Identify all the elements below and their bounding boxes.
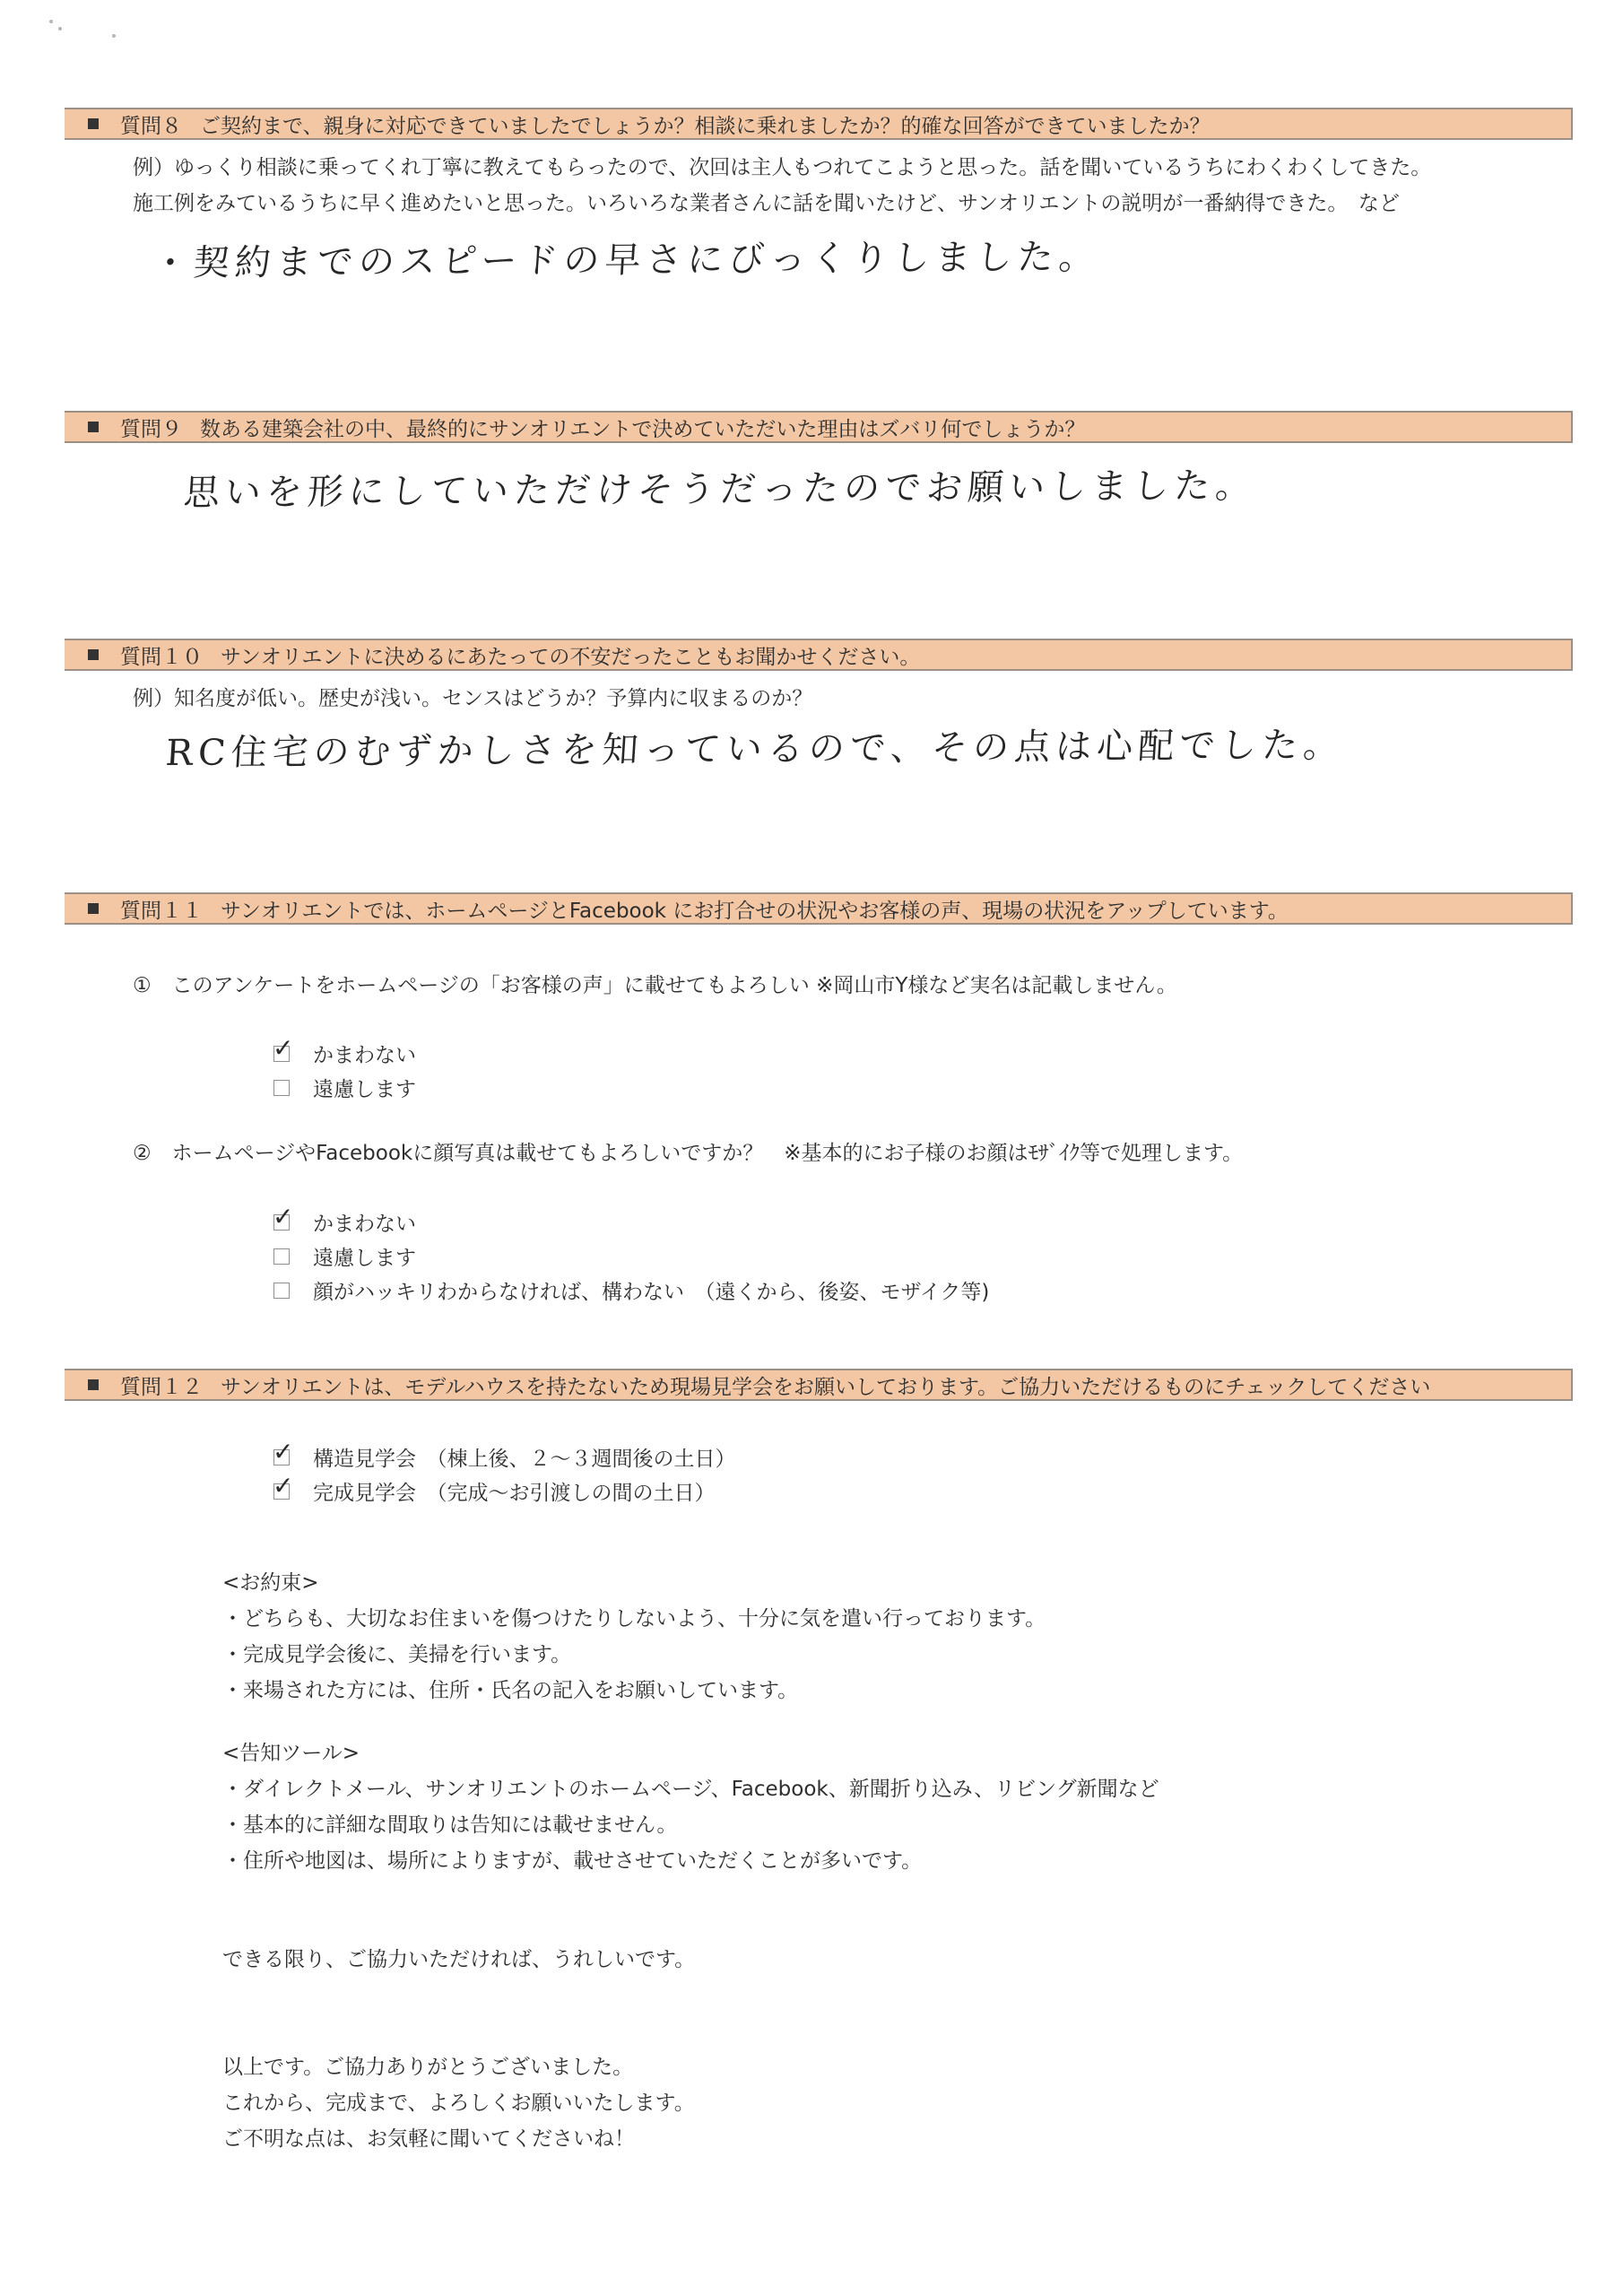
promise-item: ・どちらも、大切なお住まいを傷つけたりしないよう、十分に気を遣い行っております。 [222,1607,1046,1631]
question-11-header [65,892,1573,925]
checkbox[interactable] [273,1080,290,1096]
closing-line: これから、完成まで、よろしくお願いいたします。 [222,2092,695,2115]
question-number: 質問１２ [120,1375,203,1399]
scan-speck [49,20,53,23]
bullet-square-icon [88,1379,99,1390]
checkbox[interactable] [273,1201,294,1231]
q8-example-line-2: 施工例をみているうちに早く進めたいと思った。いろいろな業者さんに話を聞いたけど、サンオリエントの説明が一番納得できた。 など [133,192,1400,215]
option-label: 完成見学会 （完成～お引渡しの間の土日） [313,1482,716,1505]
question-text: サンオリエントでは、ホームページとFacebook にお打合せの状況やお客様の声、現場の状況をアップしています。 [221,899,1289,923]
question-text: ご契約まで、親身に対応できていましたでしょうか？相談に乗れましたか？的確な回答ができていましたか？ [200,114,1211,138]
question-9-header [65,411,1573,443]
checkmark-icon: ✓ [273,1201,294,1231]
checkbox[interactable] [273,1283,290,1299]
scan-speck [112,34,116,38]
q11-sub-question-2: ② ホームページやFacebookに顔写真は載せてもよろしいですか？ ※基本的にお子様のお顔はﾓｻﾞｲｸ等で処理します。 [133,1142,1244,1165]
checkmark-icon: ✓ [273,1032,294,1063]
question-text: サンオリエントに決めるにあたっての不安だったこともお聞かせください。 [221,645,921,669]
option-label: 顔がハッキリわからなければ、構わない （遠くから、後姿、モザイク等) [313,1281,990,1304]
q8-handwritten-answer: ・契約までのスピードの早さにびっくりしました。 [151,236,1102,284]
question-10-header [65,639,1573,671]
q12-option-structure-tour[interactable] [273,1436,736,1472]
tools-item: ・基本的に詳細な間取りは告知には載せません。 [222,1813,678,1837]
question-text: サンオリエントは、モデルハウスを持たないため現場見学会をお願いしております。ご協力いただけるものにチェックしてください [221,1375,1431,1399]
bullet-square-icon [88,422,99,432]
q12-option-completion-tour[interactable] [273,1470,716,1506]
closing-request: できる限り、ご協力いただければ、うれしいです。 [222,1948,696,1971]
q11-1-option-decline[interactable] [273,1073,416,1102]
checkmark-icon: ✓ [273,1470,294,1500]
promise-heading: <お約束> [222,1571,319,1595]
q11-sub-question-1: ① このアンケートをホームページの「お客様の声」に載せてもよろしい ※岡山市Y様など実名は記載しません。 [133,974,1177,997]
q11-2-option-decline[interactable] [273,1241,416,1271]
scan-speck [58,27,62,30]
bullet-square-icon [88,649,99,660]
bullet-square-icon [88,903,99,914]
q11-2-option-conditional[interactable] [273,1275,989,1305]
q9-handwritten-answer: 思いを形にしていただけそうだったのでお願いしました。 [182,465,1258,514]
option-label: かまわない [313,1044,416,1067]
checkbox[interactable] [273,1436,294,1466]
checkmark-icon: ✓ [273,1436,294,1466]
question-12-header [65,1369,1573,1401]
tools-item: ・住所や地図は、場所によりますが、載せさせていただくことが多いです。 [222,1849,923,1873]
tools-heading: <告知ツール> [222,1742,360,1765]
closing-line: ご不明な点は、お気軽に聞いてくださいね！ [222,2127,635,2151]
bullet-square-icon [88,118,99,129]
checkbox[interactable] [273,1248,290,1265]
question-number: 質問８ [120,114,182,138]
tools-item: ・ダイレクトメール、サンオリエントのホームページ、Facebook、新聞折り込み、リビング新聞など [222,1778,1159,1801]
option-label: 遠慮します [313,1247,416,1270]
q11-1-option-ok[interactable] [273,1032,416,1068]
checkbox[interactable] [273,1032,294,1063]
question-number: 質問１１ [120,899,203,923]
option-label: かまわない [313,1213,416,1236]
question-number: 質問９ [120,417,182,441]
q11-2-option-ok[interactable] [273,1201,416,1237]
promise-item: ・来場された方には、住所・氏名の記入をお願いしています。 [222,1679,799,1702]
option-label: 遠慮します [313,1078,416,1101]
q10-example: 例）知名度が低い。歴史が浅い。センスはどうか？予算内に収まるのか？ [133,687,813,710]
promise-item: ・完成見学会後に、美掃を行います。 [222,1643,572,1666]
checkbox[interactable] [273,1470,294,1500]
question-number: 質問１０ [120,645,203,669]
closing-line: 以上です。ご協力ありがとうございました。 [222,2056,634,2079]
q10-handwritten-answer: RC住宅のむずかしさを知っているので、その点は心配でした。 [164,724,1346,774]
option-label: 構造見学会 （棟上後、２～３週間後の土日） [313,1448,736,1471]
question-8-header [65,108,1573,140]
q8-example-line-1: 例）ゆっくり相談に乗ってくれ丁寧に教えてもらったので、次回は主人もつれてこようと思った。話を聞いているうちにわくわくしてきた。 [133,156,1432,179]
question-text: 数ある建築会社の中、最終的にサンオリエントで決めていただいた理由はズバリ何でしょうか？ [200,417,1086,441]
